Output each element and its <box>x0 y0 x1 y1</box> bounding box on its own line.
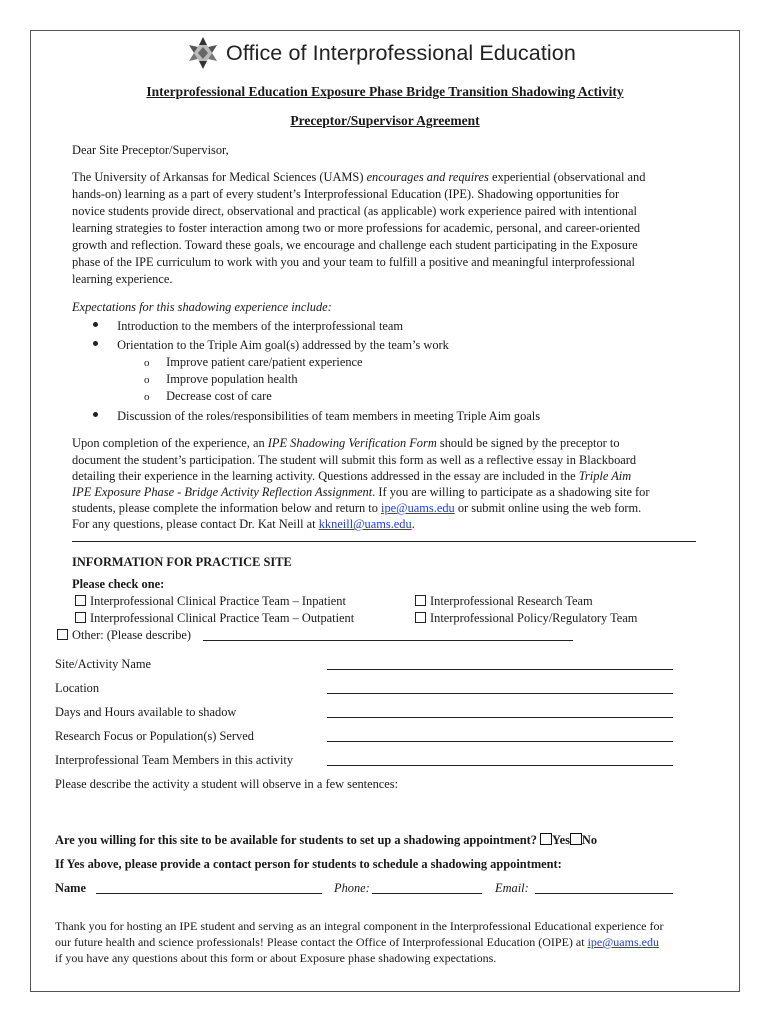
no-label: No <box>581 833 598 847</box>
checkbox-outpatient[interactable] <box>75 612 86 623</box>
option-label: Interprofessional Clinical Practice Team – Inpatient <box>90 594 346 608</box>
sub-bullet-icon: o <box>144 357 150 369</box>
expectations-heading: Expectations for this shadowing experience include: <box>72 300 332 314</box>
document-title: Interprofessional Education Exposure Phase Bridge Transition Shadowing Activity <box>146 84 624 99</box>
bullet-icon <box>93 322 98 327</box>
name-field[interactable] <box>96 893 322 894</box>
assignment-name: Triple Aim <box>578 469 632 483</box>
option-outpatient[interactable] <box>75 610 354 627</box>
other-description-field[interactable] <box>203 640 573 641</box>
question-text: Are you willing for this site to be available for students to set up a shadowing appointment? <box>55 833 537 847</box>
salutation: Dear Site Preceptor/Supervisor, <box>72 143 229 157</box>
research-focus-field[interactable] <box>327 741 673 742</box>
form-name: IPE Shadowing Verification Form <box>267 436 437 450</box>
phone-field[interactable] <box>372 893 482 894</box>
option-research[interactable] <box>415 593 593 610</box>
field-label-site: Site/Activity Name <box>55 657 152 671</box>
intro-emphasis: encourages and requires <box>366 170 489 184</box>
expectation-subitem <box>144 371 298 389</box>
assignment-name: IPE Exposure Phase - Bridge Activity Reflection Assignment <box>72 485 373 499</box>
completion-line-6 <box>72 516 415 533</box>
ipe-email-link[interactable]: ipe@uams.edu <box>381 501 455 515</box>
expectation-subitem <box>144 388 272 406</box>
describe-activity-label: Please describe the activity a student will observe in a few sentences: <box>55 777 399 791</box>
intro-line-1 <box>72 169 645 186</box>
completion-text: students, please complete the information below and return to <box>72 501 378 515</box>
expectation-item <box>93 408 540 425</box>
sub-bullet-icon: o <box>144 391 150 403</box>
email-label: Email: <box>495 881 529 895</box>
completion-line-3 <box>72 468 631 485</box>
yes-label: Yes <box>552 833 570 847</box>
sub-bullet-icon: o <box>144 374 150 386</box>
field-label-research: Research Focus or Population(s) Served <box>55 729 254 743</box>
option-label: Interprofessional Clinical Practice Team – Outpatient <box>90 611 355 625</box>
option-policy[interactable] <box>415 610 637 627</box>
intro-text: The University of Arkansas for Medical Sciences (UAMS) <box>72 170 364 184</box>
completion-line-1 <box>72 435 620 452</box>
site-name-field[interactable] <box>327 669 673 670</box>
contact-email-link[interactable]: kkneill@uams.edu <box>318 517 412 531</box>
yes-checkbox[interactable] <box>540 833 552 845</box>
option-inpatient[interactable] <box>75 593 346 610</box>
option-label: Other: (Please describe) <box>72 628 192 642</box>
intro-line-5: growth and reflection. Toward these goals, we encourage and challenge each student participating in the Exposure <box>72 238 638 252</box>
completion-text: Upon completion of the experience, an <box>72 436 265 450</box>
availability-question <box>55 832 597 849</box>
team-members-field[interactable] <box>327 765 673 766</box>
checkbox-research[interactable] <box>415 595 426 606</box>
expectation-subtext: Improve patient care/patient experience <box>166 355 363 369</box>
intro-line-2: hands-on) learning as a part of every student’s Interprofessional Education (IPE). Shadowing opportunities for <box>72 187 620 201</box>
checkbox-inpatient[interactable] <box>75 595 86 606</box>
closing-email-link[interactable]: ipe@uams.edu <box>587 935 659 949</box>
phone-label: Phone: <box>334 881 370 895</box>
office-name: Office of Interprofessional Education <box>226 40 576 65</box>
completion-line-5 <box>72 500 641 517</box>
closing-text: our future health and science professionals! Please contact the Office of Interprofessional Education (OIPE) at <box>55 935 585 949</box>
intro-line-6: phase of the IPE curriculum to work with you and your team to fulfill a positive and meaningful interprofessional <box>72 255 635 269</box>
expectation-text: Introduction to the members of the interprofessional team <box>117 319 404 333</box>
intro-line-4: learning strategies to foster interaction among two or more professions for academic, personal, and career-oriented <box>72 221 641 235</box>
closing-line-3: if you have any questions about this form or about Exposure phase shadowing expectations. <box>55 951 497 965</box>
completion-text: detailing their experience in the learning activity. Questions addressed in the essay are included in the <box>72 469 576 483</box>
completion-line-4 <box>72 484 650 501</box>
expectation-subtext: Improve population health <box>166 372 298 386</box>
hours-field[interactable] <box>327 717 673 718</box>
option-label: Interprofessional Research Team <box>430 594 593 608</box>
intro-line-7: learning experience. <box>72 272 173 286</box>
expectation-item <box>93 337 449 354</box>
bullet-icon <box>93 341 98 346</box>
expectation-subitem <box>144 354 363 372</box>
option-label: Interprofessional Policy/Regulatory Team <box>430 611 638 625</box>
checkbox-other[interactable] <box>57 629 68 640</box>
location-field[interactable] <box>327 693 673 694</box>
bullet-icon <box>93 412 98 417</box>
completion-text: . <box>411 517 415 531</box>
no-checkbox[interactable] <box>570 833 582 845</box>
email-field[interactable] <box>535 893 673 894</box>
section-divider <box>72 541 696 542</box>
expectation-text: Orientation to the Triple Aim goal(s) addressed by the team’s work <box>117 338 449 352</box>
field-label-location: Location <box>55 681 100 695</box>
practice-heading: INFORMATION FOR PRACTICE SITE <box>72 555 292 569</box>
header <box>186 36 576 70</box>
closing-line-2 <box>55 934 659 951</box>
expectation-subtext: Decrease cost of care <box>166 389 272 403</box>
name-label: Name <box>55 881 86 895</box>
completion-text: should be signed by the preceptor to <box>439 436 620 450</box>
expectation-text: Discussion of the roles/responsibilities of team members in meeting Triple Aim goals <box>117 409 541 423</box>
closing-line-1: Thank you for hosting an IPE student and serving as an integral component in the Interprofessional Educational experience for <box>55 919 664 933</box>
field-label-team: Interprofessional Team Members in this activity <box>55 753 294 767</box>
option-other[interactable] <box>57 627 191 644</box>
completion-text: or submit online using the web form. <box>457 501 642 515</box>
document-subtitle: Preceptor/Supervisor Agreement <box>290 113 480 128</box>
completion-text: For any questions, please contact Dr. Kat Neill at <box>72 517 316 531</box>
completion-text: . If you are willing to participate as a shadowing site for <box>372 485 650 499</box>
checkbox-policy[interactable] <box>415 612 426 623</box>
intro-line-3: novice students provide direct, observational and practical (as applicable) work experience paired with intentional <box>72 204 637 218</box>
intro-text: experiential (observational and <box>491 170 646 184</box>
completion-line-2: document the student’s participation. The student will submit this form as well as a reflective essay in Blackboard <box>72 453 637 467</box>
oipe-logo-icon <box>186 36 220 70</box>
contact-instructions: If Yes above, please provide a contact person for students to schedule a shadowing appointment: <box>55 857 562 871</box>
field-label-hours: Days and Hours available to shadow <box>55 705 237 719</box>
check-one-label: Please check one: <box>72 577 165 591</box>
expectation-item <box>93 318 403 335</box>
